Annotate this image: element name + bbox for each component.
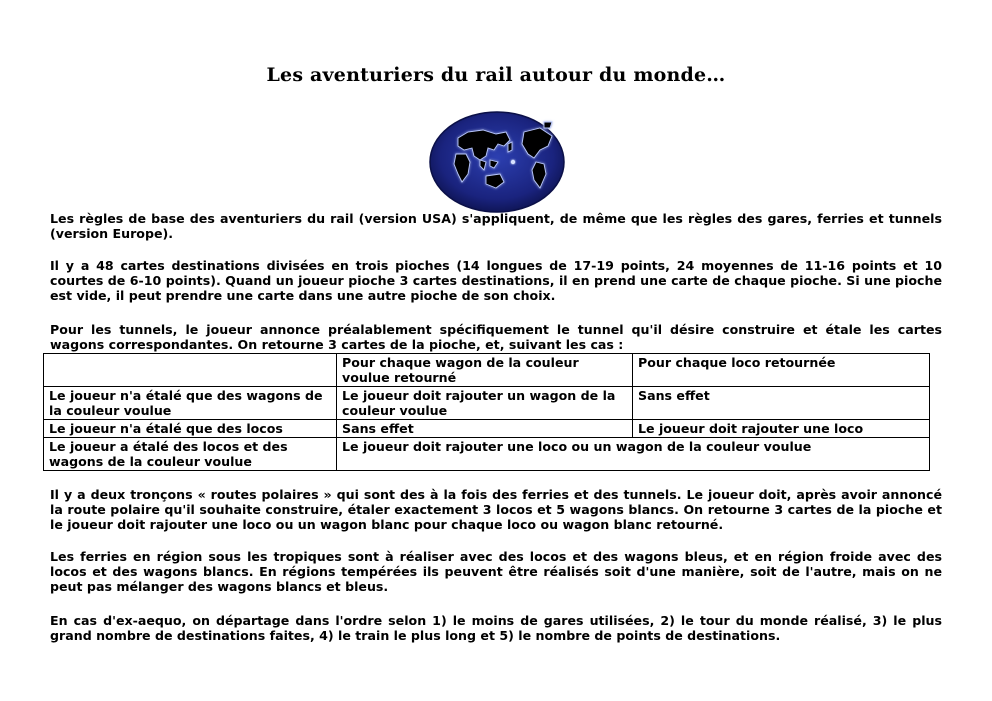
table-row-label: Le joueur n'a étalé que des locos [44, 420, 337, 438]
globe-icon [428, 110, 566, 214]
paragraph-tunnels: Pour les tunnels, le joueur annonce préalablement spécifiquement le tunnel qu'il désire construire et étale les cartes wagons correspondantes. On retourne 3 cartes de la pioche, et, suivant les cas : [50, 322, 942, 352]
table-header-cell: Pour chaque wagon de la couleur voulue retourné [337, 354, 633, 387]
table-row-label: Le joueur a étalé des locos et des wagons de la couleur voulue [44, 438, 337, 471]
paragraph-ferries: Les ferries en région sous les tropiques sont à réaliser avec des locos et des wagons bleus, et en région froide avec des locos et des wagons blancs. En régions tempérées ils peuvent être réalisés soit d'une manière, soit de l'autre, mais on ne peut pas mélanger des wagons blancs et bleus. [50, 549, 942, 594]
paragraph-base-rules: Les règles de base des aventuriers du rail (version USA) s'appliquent, de même que les règles des gares, ferries et tunnels (version Europe). [50, 211, 942, 241]
table-cell: Sans effet [337, 420, 633, 438]
page-title: Les aventuriers du rail autour du monde… [266, 64, 726, 86]
table-header-row [44, 354, 930, 387]
table-row [44, 387, 930, 420]
globe-logo-svg [428, 110, 566, 214]
table-row [44, 438, 930, 471]
paragraph-tiebreak: En cas d'ex-aequo, on départage dans l'ordre selon 1) le moins de gares utilisées, 2) le tour du monde réalisé, 3) le plus grand nombre de destinations faites, 4) le train le plus long et 5) le nombre de points de destinations. [50, 613, 942, 643]
table-row [44, 420, 930, 438]
table-row-label: Le joueur n'a étalé que des wagons de la couleur voulue [44, 387, 337, 420]
table-header-cell [44, 354, 337, 387]
tunnel-rules-table [43, 353, 930, 471]
table-header-cell: Pour chaque loco retournée [633, 354, 930, 387]
paragraph-polar-routes: Il y a deux tronçons « routes polaires » qui sont des à la fois des ferries et des tunnels. Le joueur doit, après avoir annoncé la route polaire qu'il souhaite construire, étaler exactement 3 locos et 5 wagons blancs. On retourne 3 cartes de la pioche et le joueur doit rajouter une loco ou un wagon blanc pour chaque loco ou wagon blanc retourné. [50, 487, 942, 532]
table-cell: Le joueur doit rajouter un wagon de la couleur voulue [337, 387, 633, 420]
table-cell: Le joueur doit rajouter une loco [633, 420, 930, 438]
table-cell: Sans effet [633, 387, 930, 420]
paragraph-destinations: Il y a 48 cartes destinations divisées en trois pioches (14 longues de 17-19 points, 24 moyennes de 11-16 points et 10 courtes de 6-10 points). Quand un joueur pioche 3 cartes destinations, il en prend une carte de chaque pioche. Si une pioche est vide, il peut prendre une carte dans une autre pioche de son choix. [50, 258, 942, 303]
table-cell-merged: Le joueur doit rajouter une loco ou un wagon de la couleur voulue [337, 438, 930, 471]
